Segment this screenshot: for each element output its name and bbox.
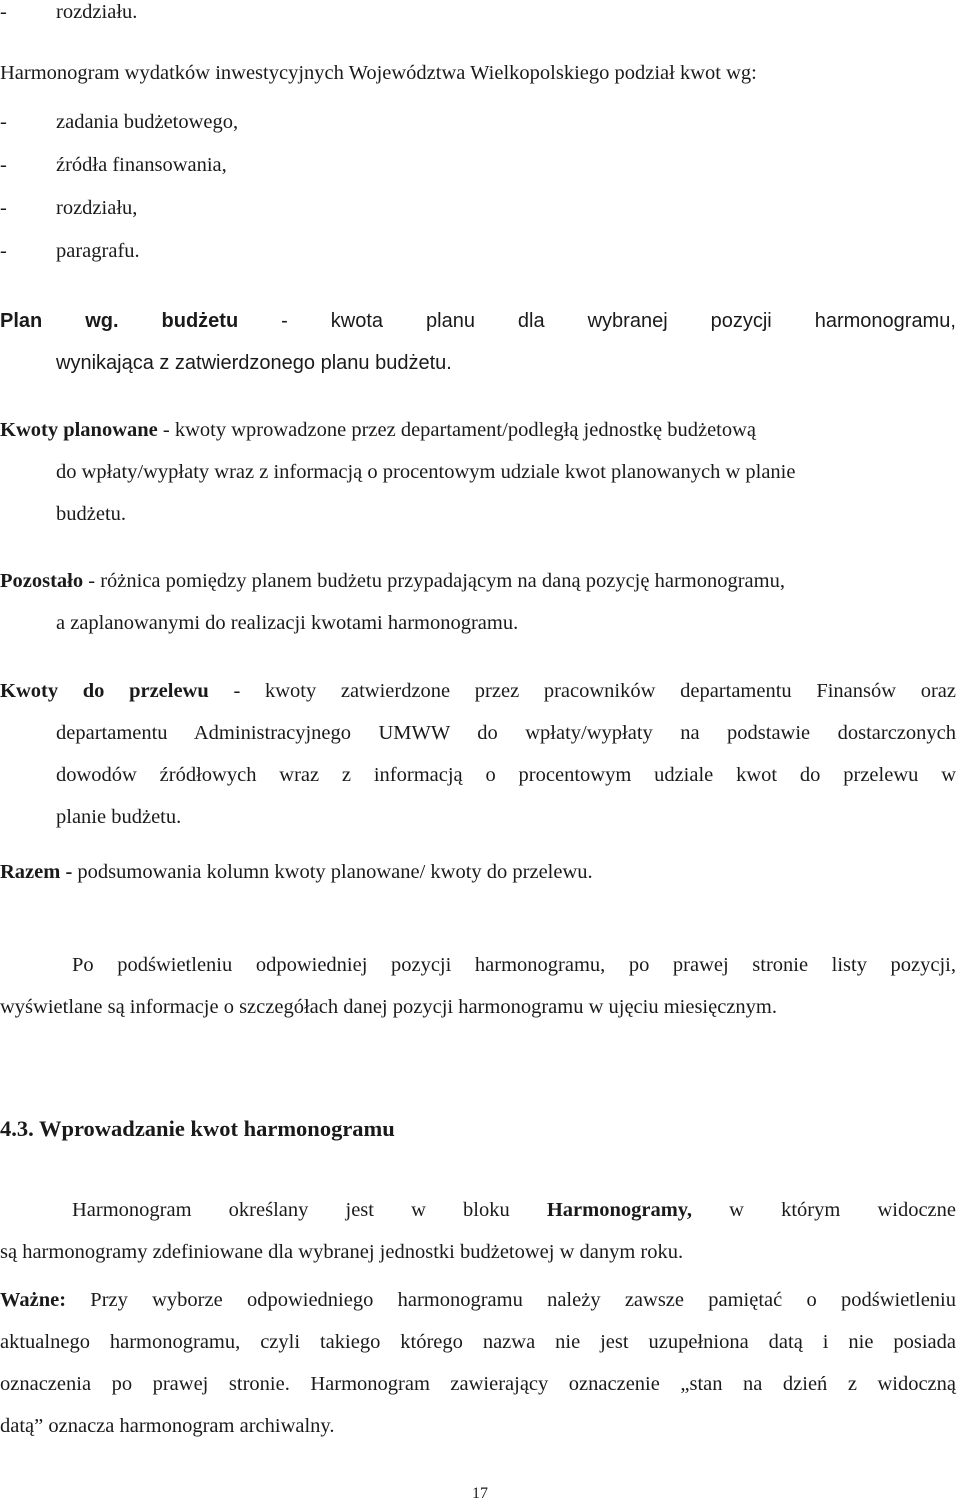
kwoty-planowane-line-2: do wpłaty/wypłaty wraz z informacją o procentowym udziale kwot planowanych w planie	[56, 461, 796, 483]
razem-text: podsumowania kolumn kwoty planowane/ kwoty do przelewu.	[72, 861, 593, 883]
list-dash: -	[0, 1, 7, 23]
harmonogramy-line-1	[0, 1189, 956, 1231]
pozostalo-line-2: a zaplanowanymi do realizacji kwotami harmonogramu.	[56, 612, 519, 634]
page-number: 17	[472, 1485, 488, 1502]
list-dash: -	[0, 240, 7, 262]
list-item	[0, 230, 600, 272]
kwoty-planowane-line-3: budżetu.	[56, 503, 127, 525]
list-item	[0, 101, 600, 143]
section-title: Wprowadzanie kwot harmonogramu	[38, 1116, 395, 1141]
list-dash: -	[0, 154, 7, 176]
list-item	[0, 144, 600, 186]
wazne-line-2: aktualnego harmonogramu, czyli takiego którego nazwa nie jest uzupełniona datą i nie posiada	[0, 1331, 956, 1353]
list-item-text: źródła finansowania,	[56, 154, 227, 176]
plan-term-word: Plan	[0, 310, 43, 332]
kwoty-planowane-definition	[0, 409, 956, 535]
wazne-line-1	[0, 1279, 956, 1321]
harmonogramy-text: Harmonogram określany jest w bloku	[72, 1199, 547, 1221]
pozostalo-term: Pozostało	[0, 570, 84, 592]
list-item	[0, 187, 600, 229]
plan-term-word: wg.	[85, 310, 119, 332]
harmonogramy-line-2: są harmonogramy zdefiniowane dla wybranej jednostki budżetowej w danym roku.	[0, 1241, 684, 1263]
plan-line-2: wynikająca z zatwierdzonego planu budżetu.	[56, 352, 452, 374]
section-heading	[0, 1108, 395, 1150]
harmonogram-intro: Harmonogram wydatków inwestycyjnych Województwa Wielkopolskiego podział kwot wg:	[0, 62, 757, 84]
plan-word: kwota	[330, 310, 384, 332]
kwoty-do-przelewu-definition	[0, 670, 956, 838]
plan-word: harmonogramu,	[814, 310, 956, 332]
wazne-line-3: oznaczenia po prawej stronie. Harmonogram zawierający oznaczenie „stan na dzień z widoczną	[0, 1373, 956, 1395]
list-item	[0, 0, 600, 33]
list-item-text: zadania budżetowego,	[56, 111, 239, 133]
pozostalo-definition	[0, 560, 956, 644]
razem-term: Razem -	[0, 861, 73, 883]
plan-line-1	[0, 300, 956, 342]
plan-definition	[0, 300, 956, 384]
podswietlenie-line-1: Po podświetleniu odpowiedniej pozycji harmonogramu, po prawej stronie listy pozycji,	[72, 954, 956, 976]
podswietlenie-line-2: wyświetlane są informacje o szczegółach danej pozycji harmonogramu w ujęciu miesięcznym.	[0, 996, 777, 1018]
list-item-text: rozdziału.	[56, 1, 138, 23]
plan-word: pozycji	[710, 310, 772, 332]
kwoty-do-przelewu-line-1	[0, 670, 956, 712]
wazne-text: Przy wyborze odpowiedniego harmonogramu należy zawsze pamiętać o podświetleniu	[66, 1289, 956, 1311]
plan-term-word: budżetu	[161, 310, 239, 332]
pozostalo-text: - różnica pomiędzy planem budżetu przypadającym na daną pozycję harmonogramu,	[83, 570, 785, 592]
plan-word: planu	[426, 310, 475, 332]
wazne-term: Ważne:	[0, 1289, 67, 1311]
kwoty-planowane-line-1	[0, 409, 956, 451]
section-number: 4.3.	[0, 1116, 34, 1141]
kwoty-do-przelewu-line-4: planie budżetu.	[56, 806, 182, 828]
harmonogramy-paragraph	[0, 1189, 956, 1273]
plan-dash: -	[281, 310, 288, 332]
kwoty-do-przelewu-text: - kwoty zatwierdzone przez pracowników departamentu Finansów oraz	[208, 680, 957, 702]
podswietlenie-paragraph	[0, 944, 956, 1028]
list-dash: -	[0, 197, 7, 219]
list-dash: -	[0, 111, 7, 133]
wazne-note	[0, 1279, 956, 1447]
razem-definition	[0, 851, 956, 893]
harmonogramy-text: w którym widoczne	[692, 1199, 956, 1221]
harmonogramy-block-name: Harmonogramy,	[546, 1199, 693, 1221]
list-item-text: paragrafu.	[56, 240, 140, 262]
plan-word: wybranej	[587, 310, 668, 332]
kwoty-do-przelewu-line-2: departamentu Administracyjnego UMWW do wpłaty/wypłaty na podstawie dostarczonych	[56, 722, 956, 744]
wazne-line-4: datą” oznacza harmonogram archiwalny.	[0, 1415, 335, 1437]
kwoty-planowane-term: Kwoty planowane	[0, 419, 158, 441]
pozostalo-line-1	[0, 560, 956, 602]
list-item-text: rozdziału,	[56, 197, 138, 219]
plan-word: dla	[517, 310, 545, 332]
kwoty-planowane-text: - kwoty wprowadzone przez departament/podległą jednostkę budżetową	[157, 419, 757, 441]
kwoty-do-przelewu-term: Kwoty do przelewu	[0, 680, 209, 702]
kwoty-do-przelewu-line-3: dowodów źródłowych wraz z informacją o procentowym udziale kwot do przelewu w	[56, 764, 956, 786]
